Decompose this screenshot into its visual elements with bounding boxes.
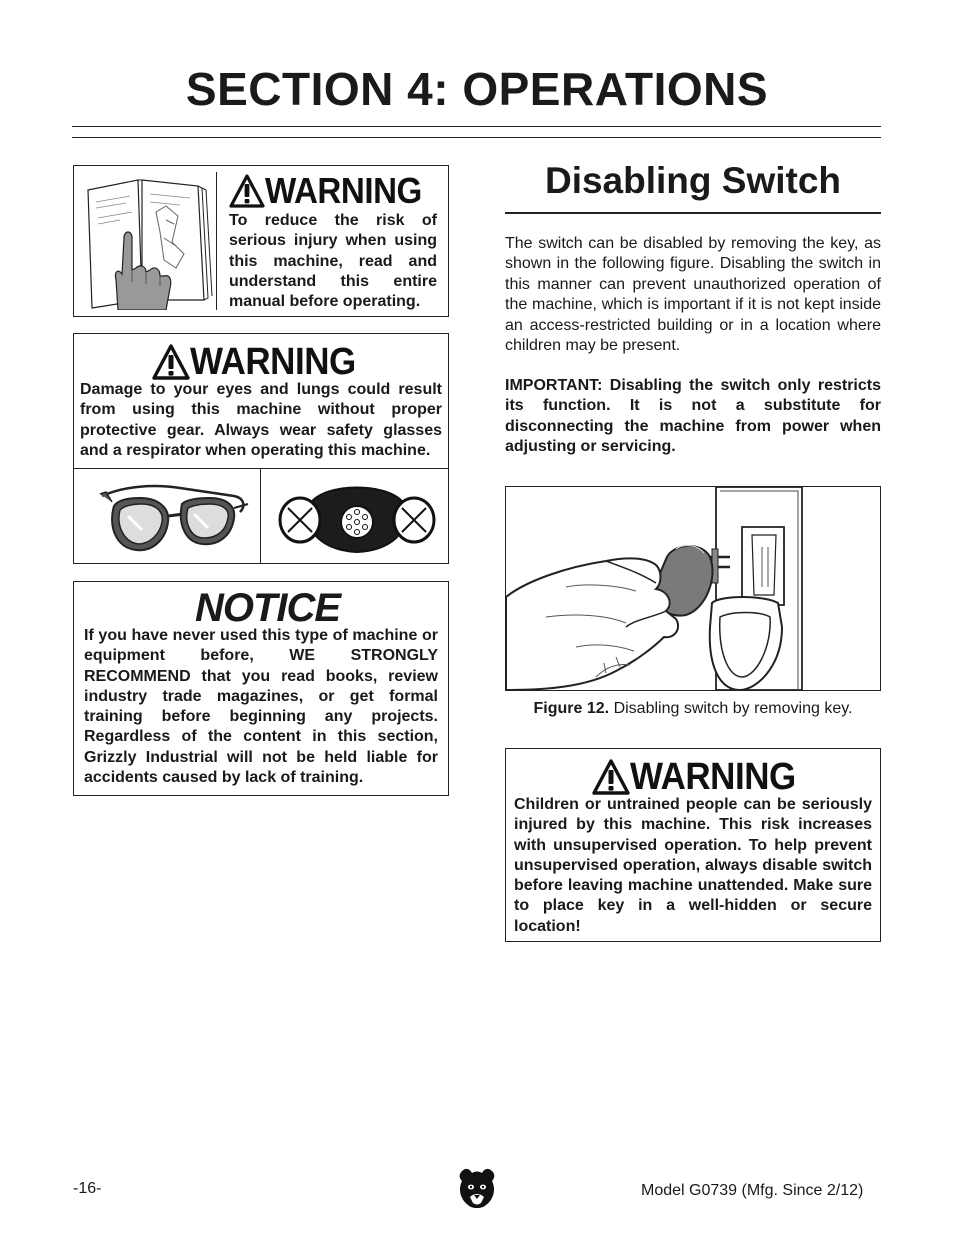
notice-label: NOTICE [195,586,341,630]
warning-gear-header [152,342,370,382]
grizzly-bear-logo-icon [456,1165,498,1211]
figure-12-caption [505,700,881,718]
warning-children-text: Children or untrained people can be seriously injured by this machine. This risk increases with unsupervised operation. To help prevent unsupervised operation, always disable switch before leaving machine unattended. Make sure to place key in a well-hidden or secure location! [514,796,872,935]
page-title: SECTION 4: OPERATIONS [185,63,769,115]
warning-gear-text: Damage to your eyes and lungs could result from using this machine without proper protective gear. Always wear safety glasses and a respirator when operating this machine. [80,381,442,459]
page-number: -16- [73,1180,102,1197]
warning-label: WARNING [630,755,796,798]
warning-gear-box [73,333,449,564]
warning-manual-header [229,172,436,210]
warning-label: WARNING [190,340,356,383]
manual-reading-icon [80,172,217,310]
section-heading-rule [505,212,881,214]
figure-12-label: Figure 12. [533,700,610,717]
notice-text: If you have never used this type of machine or equipment before, WE STRONGLY RECOMMEND that you read books, review industry trade magazines, or get formal training before beginning any projects. Regardless of the content in this section, Grizzly Industrial will not be held liable for accidents caused by lack of training. [84,627,438,787]
model-info: Model G0739 (Mfg. Since 2/12) [641,1182,864,1199]
figure-12-caption-text: Disabling switch by removing key. [613,700,853,717]
respirator-icon [274,476,440,558]
warning-manual-text: To reduce the risk of serious injury when using this machine, read and understand this entire manual before operating. [229,212,437,311]
title-rule-bottom [72,137,881,138]
warning-children-header [592,757,810,797]
warning-triangle-icon [592,759,630,795]
warning-label: WARNING [265,170,422,211]
warning-triangle-icon [229,174,265,208]
notice-box [73,581,449,796]
warning-manual-box [73,165,449,317]
important-note: IMPORTANT: Disabling the switch only restricts its function. It is not a substitute for disconnecting the machine from power when adjusting or servicing. [505,377,881,455]
warning-triangle-icon [152,344,190,380]
gear-illustration-vdivider [260,468,261,563]
figure-12-image [505,486,881,691]
section-heading: Disabling Switch [544,160,842,201]
title-rule-top [72,126,881,127]
disabling-switch-paragraph: The switch can be disabled by removing the key, as shown in the following figure. Disabling the switch in this manner can prevent unauthorized operation of the machine, which is important if it is not kept inside an access-restricted building or in a location where children may be present. [505,235,881,355]
safety-glasses-icon [84,476,252,558]
warning-children-box [505,748,881,942]
